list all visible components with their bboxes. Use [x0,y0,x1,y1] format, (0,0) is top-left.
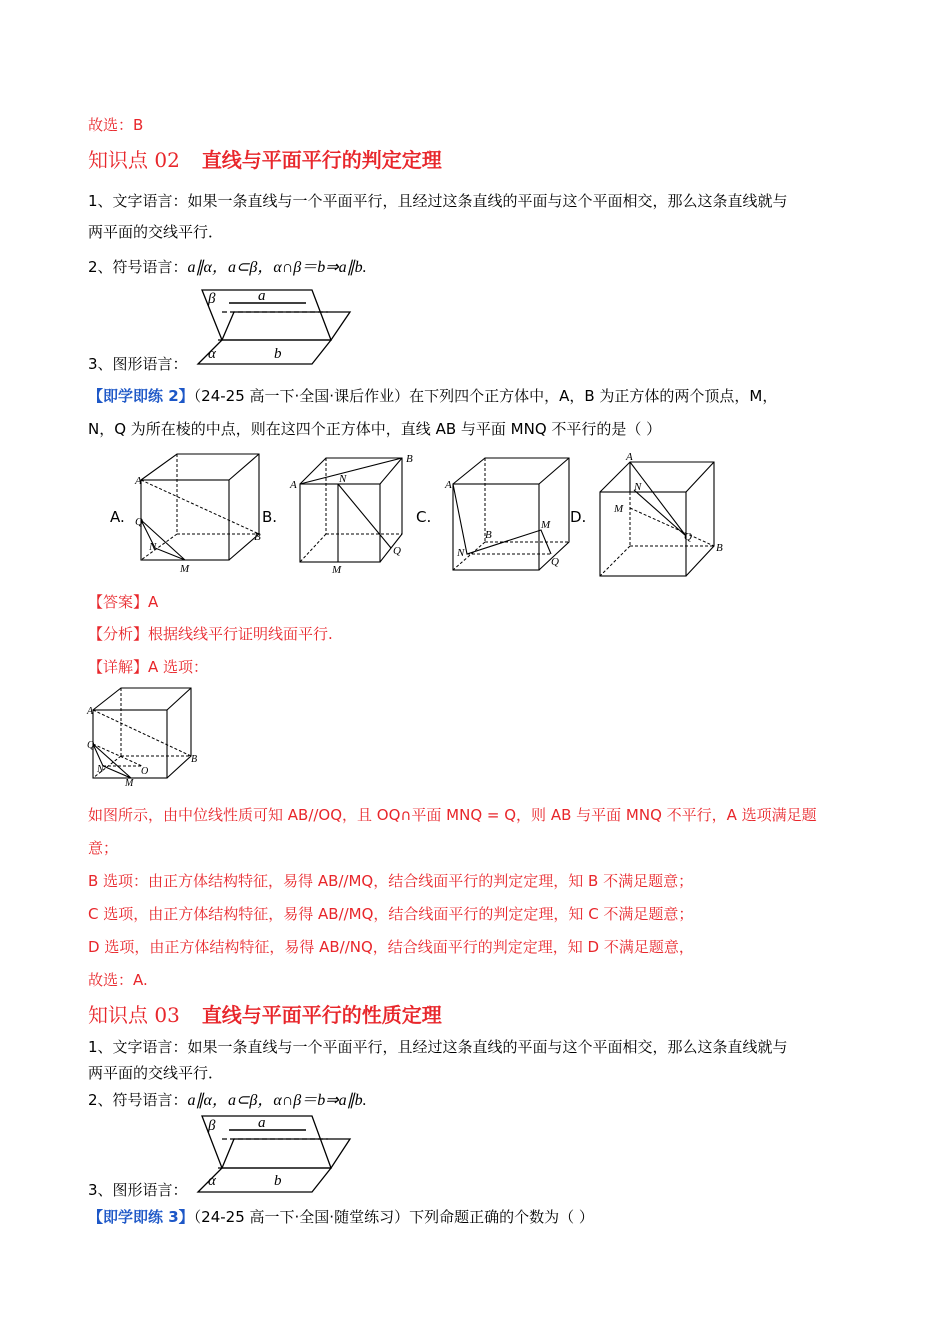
option-c-label: C. [416,508,432,526]
label-beta: β [208,1118,216,1134]
s3-symbol-language [88,1089,367,1112]
cube-option-b [290,450,420,575]
cube-option-a [135,450,265,575]
symbol-label: 2、符号语言： [88,1091,188,1109]
cube-a-label-Q: Q [135,516,143,528]
analysis-line: 【分析】根据线线平行证明线面平行. [88,625,333,643]
section-heading-02 [88,146,442,174]
symbol-label: 2、符号语言： [88,258,188,276]
cube-d-label-N: N [634,481,642,493]
detail-label-Q: Q [87,740,95,751]
cube-b-label-N: N [339,473,347,485]
text-language-line2: 两平面的交线平行． [88,223,224,241]
s3-text-language-line2: 两平面的交线平行． [88,1064,224,1082]
option-a-label: A. [110,508,125,526]
exercise-source: （24-25 高一下·全国·随堂练习） [193,1208,410,1226]
exercise-tag: 【即学即练 2】 [88,387,194,405]
detail-c-line: C 选项，由正方体结构特征，易得 AB//MQ，结合线面平行的判定定理，知 C 不满足题意； [88,905,694,923]
cube-a-detail-figure [85,686,205,789]
label-alpha: α [208,346,216,362]
exercise-question: 在下列四个正方体中，A，B 为正方体的两个顶点，M， [409,387,778,405]
detail-a-line1: 如图所示，由中位线性质可知 AB//OQ，且 OQ∩平面 MNQ = Q，则 AB 与平面 MNQ 不平行，A 选项满足题 [88,806,817,824]
cube-option-c [445,450,575,575]
exercise3-line [88,1206,594,1228]
cube-d-label-M: M [614,503,624,515]
cube-c-label-M: M [541,519,551,531]
symbol-expression: a∥α，a⊂β，α∩β＝b⇒a∥b. [187,1092,367,1109]
cube-a-label-M: M [180,563,190,575]
cube-c-label-Q: Q [551,556,559,568]
plane-intersection-figure-2 [198,1112,358,1192]
text-language-line1: 1、文字语言：如果一条直线与一个平面平行，且经过这条直线的平面与这个平面相交，那么这条直线就与 [88,192,788,210]
detail-label-O: O [141,766,149,777]
detail-label-A: A [87,706,94,717]
label-b: b [274,346,282,362]
section-number: 知识点 03 [88,1003,180,1027]
cube-option-d [590,450,730,580]
figure-language-label: 3、图形语言： [88,355,188,373]
cube-c-label-A: A [445,479,452,491]
label-b: b [274,1173,282,1189]
cube-c-label-B: B [485,529,492,541]
symbol-expression: a∥α，a⊂β，α∩β＝b⇒a∥b. [187,259,367,276]
label-alpha: α [208,1173,216,1189]
previous-answer: 故选：B [88,116,144,134]
label-a: a [258,288,266,304]
cube-a-label-N: N [149,541,157,553]
section-heading-03 [88,1001,442,1029]
exercise-source: （24-25 高一下·全国·课后作业） [193,387,410,405]
s3-figure-language-label: 3、图形语言： [88,1181,188,1199]
label-a: a [258,1115,266,1131]
option-b-label: B. [262,508,278,526]
exercise2-line1 [88,385,777,407]
detail-d-line: D 选项，由正方体结构特征，易得 AB//NQ，结合线面平行的判定定理，知 D 不满足题意， [88,938,694,956]
answer-line: 【答案】A [88,593,159,611]
exercise-question: 下列命题正确的个数为（ ） [409,1208,594,1226]
label-beta: β [208,291,216,307]
symbol-language [88,256,367,279]
plane-intersection-figure [198,286,358,366]
cube-b-label-B: B [406,453,413,465]
cube-b-label-A: A [290,479,297,491]
section-title: 直线与平面平行的性质定理 [201,1003,442,1027]
option-d-label: D. [570,508,587,526]
detail-label-N: N [97,764,104,775]
detail-label-B: B [191,754,198,765]
cube-a-label-A: A [135,475,142,487]
detail-a-line2: 意； [88,839,119,857]
cube-b-label-Q: Q [393,545,401,557]
s3-text-language-line1: 1、文字语言：如果一条直线与一个平面平行，且经过这条直线的平面与这个平面相交，那么这条直线就与 [88,1038,788,1056]
cube-b-label-M: M [332,564,342,576]
cube-c-label-N: N [457,547,465,559]
cube-d-label-Q: Q [684,531,692,543]
exercise-tag: 【即学即练 3】 [88,1208,194,1226]
section-title: 直线与平面平行的判定定理 [201,148,442,172]
cube-d-label-B: B [716,542,723,554]
detail-label-M: M [125,778,134,789]
cube-d-label-A: A [626,451,633,463]
exercise2-line2: N，Q 为所在棱的中点，则在这四个正方体中，直线 AB 与平面 MNQ 不平行的是（ ） [88,420,662,438]
section-number: 知识点 02 [88,148,180,172]
cube-a-label-B: B [254,531,261,543]
detail-b-line: B 选项：由正方体结构特征，易得 AB//MQ，结合线面平行的判定定理，知 B 不满足题意； [88,872,694,890]
conclusion-line: 故选：A. [88,971,148,989]
detail-heading: 【详解】A 选项： [88,658,209,676]
